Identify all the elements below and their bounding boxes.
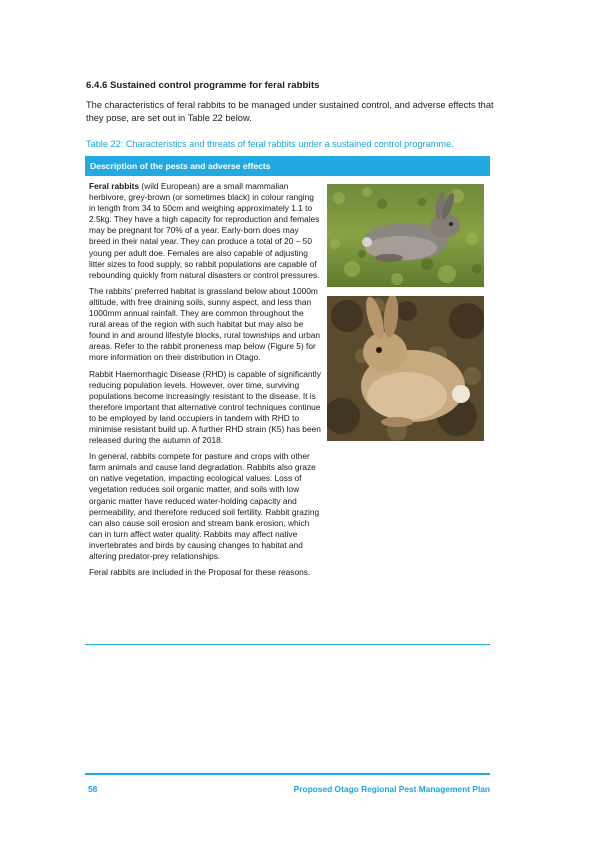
section-heading: 6.4.6 Sustained control programme for feral rabbits (86, 80, 320, 91)
page-number: 58 (88, 784, 98, 794)
rabbit-photo-scrub (327, 296, 484, 441)
paragraph-conclusion: Feral rabbits are included in the Proposal for these reasons. (89, 567, 311, 578)
rabbit-photo-grass (327, 184, 484, 287)
paragraph-rhd: Rabbit Haemorrhagic Disease (RHD) is capable of significantly reducing population levels. However, over time, surviving populations become increasingly resistant to the disease. It is therefore important that alternative control techniques continue to be employed by land occupiers in tandem with RHD to minimise resistant build up. A further RHD strain (K5) has been released during the autumn of 2018. (89, 368, 321, 446)
table-caption: Table 22: Characteristics and threats of feral rabbits under a sustained control programme. (86, 139, 454, 149)
intro-paragraph: The characteristics of feral rabbits to be managed under sustained control, and adverse effects that they pose, are set out in Table 22 below. (86, 100, 494, 123)
pest-name: Feral rabbits (89, 181, 140, 191)
paragraph-description (89, 181, 321, 281)
footer-rule (85, 773, 490, 775)
paragraph-habitat: The rabbits’ preferred habitat is grassland below about 1000m altitude, with free draining soils, sunny aspect, and less than 1000mm annual rainfall. They are common throughout the rural areas of the region with such habitat but may also be found in and around lifestyle blocks, rural townships and urban areas. Refer to the rabbit proneness map below (Figure 5) for more information on their distribution in Otago. (89, 285, 320, 363)
footer-title: Proposed Otago Regional Pest Management Plan (293, 784, 490, 794)
paragraph-impacts: In general, rabbits compete for pasture and crops with other farm animals and cause land degradation. Rabbits also graze on native vegetation, impacting ecological values. Loss of vegetation reduces soil organic matter, and soils with low organic matter have reduced water-holding capacity and permeability, and therefore reduced soil fertility. Rabbit grazing can also cause soil erosion and stream bank erosion, which can in turn affect water quality. Rabbits may affect native invertebrates and birds by causing changes to habitat and altering predator-prey relationships. (89, 451, 320, 561)
table-header: Description of the pests and adverse effects (85, 156, 490, 176)
table-body (85, 176, 490, 645)
description-column (89, 181, 321, 583)
description-text: (wild European) are a small mammalian herbivore, grey-brown (or sometimes black) in colour ranging in length from 34 to 50cm and weighing approximately 1.1 to 2.5kg. They have a high capacity for reproduction and females may be pregnant for 70% of a year. Early-born does may breed in their natal year. They can produce a total of 20 – 50 young per adult doe. Females are also capable of adjusting litter sizes to food supply, so rabbit populations are capable of rebounding quickly from natural disasters or control pressures. (89, 181, 320, 280)
